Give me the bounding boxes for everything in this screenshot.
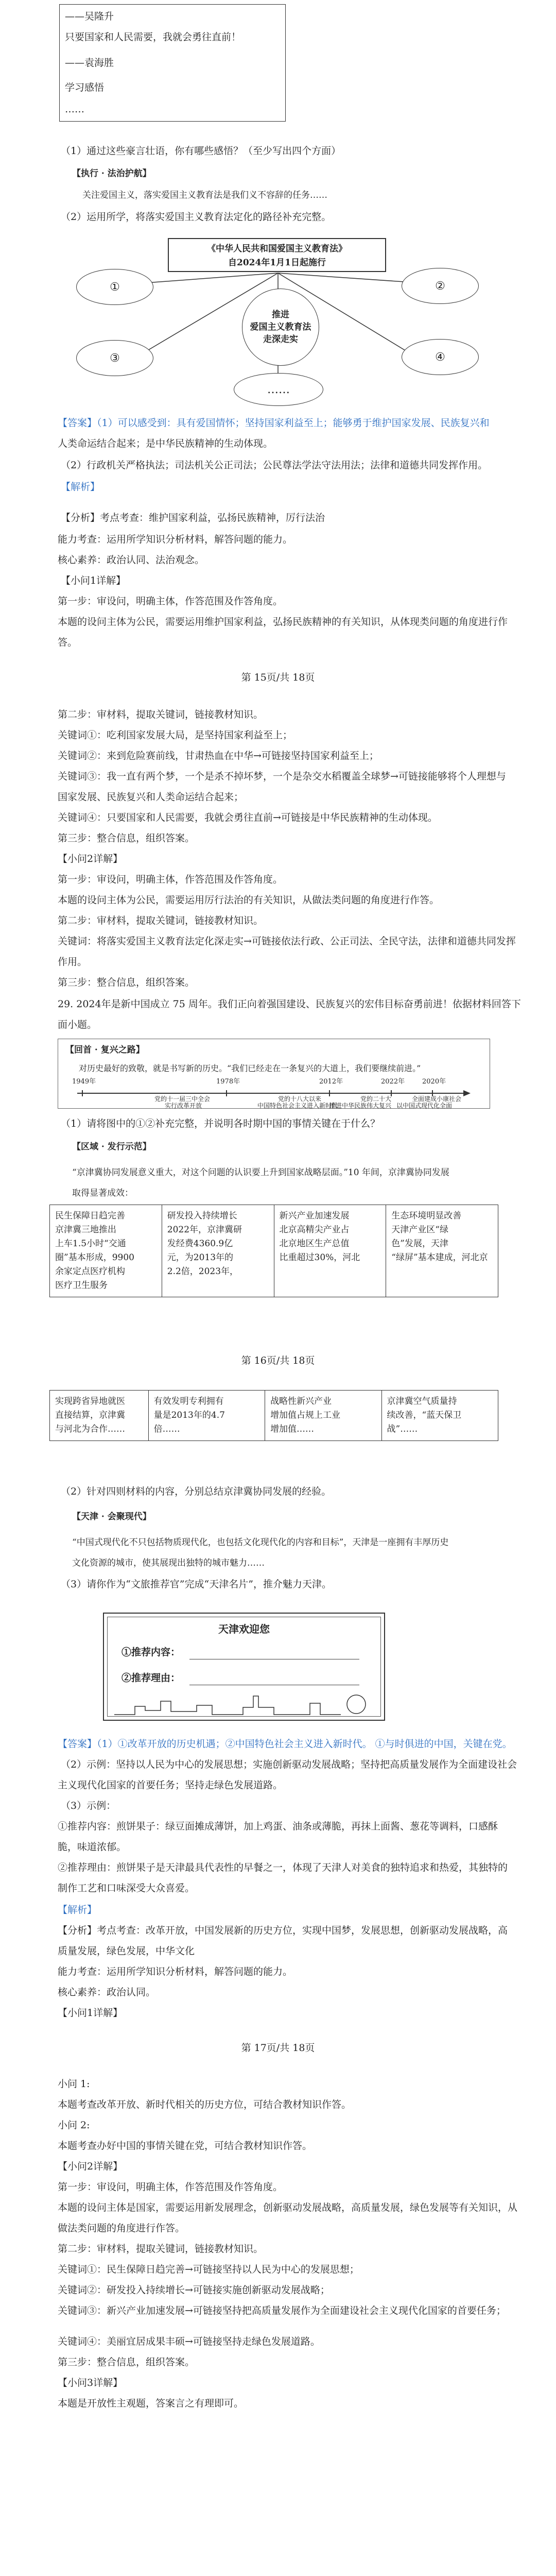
analysis-text: 【小问3详解】	[58, 2377, 123, 2388]
cell-line: 北京高精尖产业占	[279, 1225, 350, 1235]
quote-line: 只要国家和人民需要，我就会勇往直前！	[65, 31, 241, 43]
diagram-node-2: ②	[402, 268, 479, 304]
timeline-event: 党的二十大	[360, 1095, 392, 1103]
analysis-text: 小问 2:	[58, 2120, 90, 2131]
center-line: 爱国主义教育法	[250, 322, 311, 332]
analysis-text: 能力考查：运用所学知识分析材料，解答问题的能力。	[58, 534, 293, 545]
diagram-node-3: ③	[76, 340, 153, 376]
question-text: （2）运用所学，将落实爱国主义教育法定化的路径补充完整。	[61, 211, 332, 223]
timeline-caption: 对历史最好的致敬，就是书写新的历史。“我们已经走在一条复兴的大道上，我们要继续前进。”	[79, 1063, 421, 1073]
question-text: （2）针对四则材料的内容，分别总结京津冀协同发展的经验。	[61, 1486, 332, 1497]
cell-line: 直接结算，京津冀	[55, 1410, 125, 1420]
table-cell	[162, 1205, 274, 1297]
cell-line: 战”……	[387, 1424, 418, 1434]
cell-line: 北京地区生产总值	[279, 1239, 350, 1249]
analysis-text: 【分析】考点考查：维护国家利益，弘扬民族精神，厉行法治	[61, 512, 325, 523]
analysis-text: 关键词①：吃利国家发展大局，是坚持国家利益至上；	[58, 730, 293, 741]
answer-text: （2）示例：坚持以人民为中心的发展思想；实施创新驱动发展战略；坚持把高质量发展作为全面建设社会	[61, 1759, 517, 1770]
cell-line: 天津产业区“绿	[391, 1225, 448, 1235]
analysis-text: 第二步：审材料，提取关键词，链接教材知识。	[58, 709, 264, 720]
panel-text: “京津冀协同发展意义重大，对这个问题的认识要上升到国家战略层面。”10 年间，京津冀协同发展	[72, 1167, 449, 1178]
analysis-text: 核心素养：政治认同。	[58, 1987, 156, 1998]
table-cell	[50, 1391, 149, 1441]
analysis-text: 关键词②：来到危险赛前线，甘肃热血在中华→可链接坚持国家利益至上；	[58, 750, 379, 761]
analysis-label: 【解析】	[61, 481, 100, 493]
achievement-table-2	[49, 1390, 498, 1441]
clip-title: 【执行 · 法治护航】	[72, 168, 151, 179]
table-cell	[265, 1391, 381, 1441]
timeline-event: 推进中华民族伟大复兴	[329, 1102, 392, 1109]
cell-line: 圈”基本形成，9900	[55, 1252, 134, 1263]
analysis-text: 能力考查：运用所学知识分析材料，解答问题的能力。	[58, 1966, 293, 1977]
law-banner-date: 自2024年1月1日起施行	[228, 258, 326, 268]
diagram-node-5: ……	[234, 373, 323, 406]
question-text: 29. 2024年是新中国成立 75 周年。我们正向着强国建设、民族复兴的宏伟目标奋勇前进！依据材料回答下	[58, 998, 521, 1010]
card-row: ②推荐理由：	[121, 1672, 181, 1684]
timeline-axis	[0, 0, 556, 1133]
cell-line: 新兴产业加速发展	[279, 1211, 350, 1221]
cell-line: 2.2倍，2023年，	[167, 1266, 239, 1277]
tianjin-card	[103, 1613, 385, 1721]
panel-title: 【区域 · 发行示范】	[72, 1142, 151, 1152]
analysis-text: 做法类问题的角度进行作答。	[58, 2223, 185, 2234]
diagram-node-4: ④	[402, 339, 479, 375]
analysis-text: 第三步：整合信息，组织答案。	[58, 977, 195, 988]
skyline-graphic	[114, 1691, 372, 1717]
cell-line: 生态环境明显改善	[391, 1211, 462, 1221]
page-number: 第 17页/共 18页	[241, 2042, 315, 2054]
question-text: （1）请将图中的①②补充完整，并说明各时期中国的事情关键在于什么？	[61, 1118, 380, 1129]
card-row: ①推荐内容：	[121, 1647, 181, 1658]
answer-text: 制作工艺和口味深受大众喜爱。	[58, 1883, 195, 1894]
analysis-text: 作用。	[58, 956, 88, 968]
cell-line: 量是2013年的4.7	[153, 1410, 225, 1420]
panel-title: 【回首 · 复兴之路】	[65, 1045, 145, 1055]
cell-line: 2022年，京津冀研	[167, 1225, 242, 1235]
analysis-text: 第三步：整合信息，组织答案。	[58, 833, 195, 844]
cell-line: 有效发明专利拥有	[153, 1396, 224, 1406]
panel-text: 取得显著成效：	[72, 1188, 133, 1198]
panel-title: 【天津 · 会聚现代】	[72, 1512, 151, 1522]
analysis-text: 第一步：审设问，明确主体，作答范围及作答角度。	[58, 2181, 283, 2193]
timeline-event: 以中国式现代化全面	[396, 1102, 453, 1109]
cell-line: 医疗卫生服务	[55, 1280, 108, 1291]
law-banner-title: 《中华人民共和国爱国主义教育法》	[207, 244, 347, 254]
table-cell	[50, 1205, 162, 1297]
analysis-text: 关键词④：美丽宜居成果丰硕→可链接坚持走绿色发展道路。	[58, 2336, 320, 2347]
cell-line: 倍……	[153, 1424, 180, 1434]
question-text: 面小题。	[58, 1019, 97, 1030]
panel-text: “中国式现代化不只包括物质现代化，也包括文化现代化的内容和目标”，天津是一座拥有丰厚历史	[72, 1537, 449, 1548]
analysis-text: 本题的设问主体是国家，需要运用新发展理念，创新驱动发展战略，高质量发展，绿色发展等有关知识，从	[58, 2202, 518, 2213]
analysis-text: 【小问1详解】	[61, 575, 126, 586]
analysis-text: 【小问2详解】	[58, 853, 123, 865]
timeline-year: 2020年	[422, 1078, 446, 1086]
analysis-text: 本题是开放性主观题，答案言之有理即可。	[58, 2398, 244, 2409]
cell-line: 增加值……	[270, 1424, 315, 1434]
center-line: 走深走实	[263, 334, 298, 345]
quote-line: ——袁海胜	[65, 57, 114, 69]
center-line: 推进	[272, 310, 289, 320]
timeline-year: 1978年	[216, 1078, 240, 1086]
answer-text: ①推荐内容：煎饼果子：绿豆面摊成薄饼，加上鸡蛋、油条或薄脆，再抹上面酱、葱花等调料，口感酥	[58, 1821, 498, 1832]
timeline-event: 全面建成小康社会	[412, 1095, 462, 1103]
panel-text: 文化资源的城市，使其展现出独特的城市魅力……	[72, 1558, 265, 1568]
cell-line: 上车1.5小时“交通	[55, 1239, 126, 1249]
answer-text: （3）示例：	[61, 1800, 116, 1811]
answer-text: ②推荐理由：煎饼果子是天津最具代表性的早餐之一，体现了天津人对美食的独特追求和热爱，其独特的	[58, 1862, 508, 1873]
analysis-text: 第三步：整合信息，组织答案。	[58, 2357, 195, 2368]
question-text: （1）通过这些豪言壮语，你有哪些感悟？（至少写出四个方面）	[61, 145, 341, 157]
analysis-text: 【小问1详解】	[58, 2007, 123, 2019]
cell-line: 与河北为合作……	[55, 1424, 125, 1434]
analysis-text: 第一步：审设问，明确主体，作答范围及作答角度。	[58, 596, 283, 607]
cell-line: 京津冀空气质量持	[387, 1396, 457, 1406]
cell-line: 实现跨省异地就医	[55, 1396, 125, 1406]
cell-line: 京津冀三地推出	[55, 1225, 116, 1235]
question-text: （3）请你作为“文旅推荐官”完成“天津名片”，推介魅力天津。	[61, 1579, 332, 1590]
clip-text: 关注爱国主义，落实爱国主义教育法是我们义不容辞的任务……	[82, 190, 327, 200]
timeline-event: 中国特色社会主义进入新时代	[257, 1102, 338, 1109]
analysis-text: 关键词①：民生保障日趋完善→可链接坚持以人民为中心的发展思想；	[58, 2264, 359, 2275]
analysis-label: 【解析】	[58, 1904, 97, 1916]
analysis-text: 质量发展，绿色发展，中华文化	[58, 1945, 195, 1957]
table-cell	[381, 1391, 498, 1441]
answer-text: 【答案】（1）①改革开放的历史机遇；②中国特色社会主义进入新时代。 ①与时俱进的中国，关键在党。	[58, 1738, 512, 1750]
timeline-year: 1949年	[72, 1078, 96, 1086]
cell-line: “绿屏”基本建成，河北京	[391, 1252, 488, 1263]
answer-text: 【答案】（1）可以感受到：具有爱国情怀；坚持国家利益至上；能够勇于维护国家发展、民族复兴和	[58, 417, 490, 429]
analysis-text: 本题考查改革开放、新时代相关的历史方位，可结合教材知识作答。	[58, 2099, 352, 2110]
cell-line: 比重超过30%，河北	[279, 1252, 360, 1263]
cell-line: 元，为2013年的	[167, 1252, 234, 1263]
page-number: 第 16页/共 18页	[241, 1355, 315, 1366]
analysis-text: 核心素养：政治认同、法治观念。	[58, 554, 205, 566]
card-title: 天津欢迎您	[218, 1623, 270, 1635]
timeline-year: 2012年	[319, 1078, 343, 1086]
analysis-text: 【分析】考点考查：改革开放，中国发展新的历史方位，实现中国梦，发展思想，创新驱动发展战略，高	[58, 1925, 508, 1936]
analysis-text: 【小问2详解】	[58, 2161, 123, 2172]
cell-line: 续改善，“蓝天保卫	[387, 1410, 462, 1420]
analysis-text: 第一步：审设问，明确主体，作答范围及作答角度。	[58, 874, 283, 885]
analysis-text: 小问 1:	[58, 2078, 90, 2090]
cell-line: 余家定点医疗机构	[55, 1266, 125, 1277]
analysis-text: 第二步：审材料，提取关键词，链接教材知识。	[58, 915, 264, 926]
timeline-year: 2022年	[381, 1078, 405, 1086]
answer-text: 人类命运结合起来；是中华民族精神的生动体现。	[58, 438, 273, 449]
page-number: 第 15页/共 18页	[241, 672, 315, 683]
timeline-event: 党的十八大以来	[278, 1095, 322, 1103]
cell-line: 民生保障日趋完善	[55, 1211, 125, 1221]
cell-line: 战略性新兴产业	[270, 1396, 332, 1406]
analysis-text: 关键词③：新兴产业加速发展→可链接坚持把高质量发展作为全面建设社会主义现代化国家的首要任务；	[58, 2305, 506, 2316]
cell-line: 研发投入持续增长	[167, 1211, 237, 1221]
answer-text: （2）行政机关严格执法；司法机关公正司法；公民尊法学法守法用法；法律和道德共同发挥作用。	[61, 460, 488, 471]
analysis-text: 国家发展、民族复兴和人类命运结合起来；	[58, 791, 244, 803]
achievement-table-1	[49, 1205, 498, 1297]
answer-text: 主义现代化国家的首要任务；坚持走绿色发展道路。	[58, 1780, 283, 1791]
table-cell	[386, 1205, 498, 1297]
quote-line: ——吴隆升	[65, 11, 114, 22]
timeline-event: 党的十一届三中全会	[154, 1095, 211, 1103]
analysis-text: 本题的设问主体为公民，需要运用维护国家利益，弘扬民族精神的有关知识，从体现类问题的角度进行作	[58, 616, 508, 628]
analysis-text: 关键词：将落实爱国主义教育法定化深走实→可链接依法行政、公正司法、全民守法，法律和道德共同发挥	[58, 936, 516, 947]
analysis-text: 关键词②：研发投入持续增长→可链接实施创新驱动发展战略；	[58, 2284, 330, 2296]
analysis-text: 第二步：审材料，提取关键词，链接教材知识。	[58, 2243, 264, 2255]
diagram-node-1: ①	[76, 269, 153, 305]
analysis-text: 本题的设问主体为公民，需要运用厉行法治的有关知识，从做法类问题的角度进行作答。	[58, 894, 440, 906]
cell-line: 发经费4360.9亿	[167, 1239, 233, 1249]
timeline-event: 实行改革开放	[165, 1102, 202, 1109]
analysis-text: 关键词③：我一直有两个梦，一个是杀不掉坏梦，一个是杂交水稻覆盖全球梦→可链接能够将个人理想与	[58, 771, 506, 782]
answer-text: 脆，味道浓郁。	[58, 1841, 127, 1853]
quote-line: ……	[65, 104, 84, 115]
table-cell	[148, 1391, 265, 1441]
analysis-text: 本题考查办好中国的事情关键在党，可结合教材知识作答。	[58, 2140, 312, 2151]
cell-line: 增加值占规上工业	[270, 1410, 341, 1420]
analysis-text: 答。	[58, 637, 78, 648]
cell-line: 色”发展，天津	[391, 1239, 448, 1249]
quote-line: 学习感悟	[65, 82, 105, 93]
analysis-text: 关键词④：只要国家和人民需要，我就会勇往直前→可链接是中华民族精神的生动体现。	[58, 812, 438, 823]
table-cell	[274, 1205, 386, 1297]
